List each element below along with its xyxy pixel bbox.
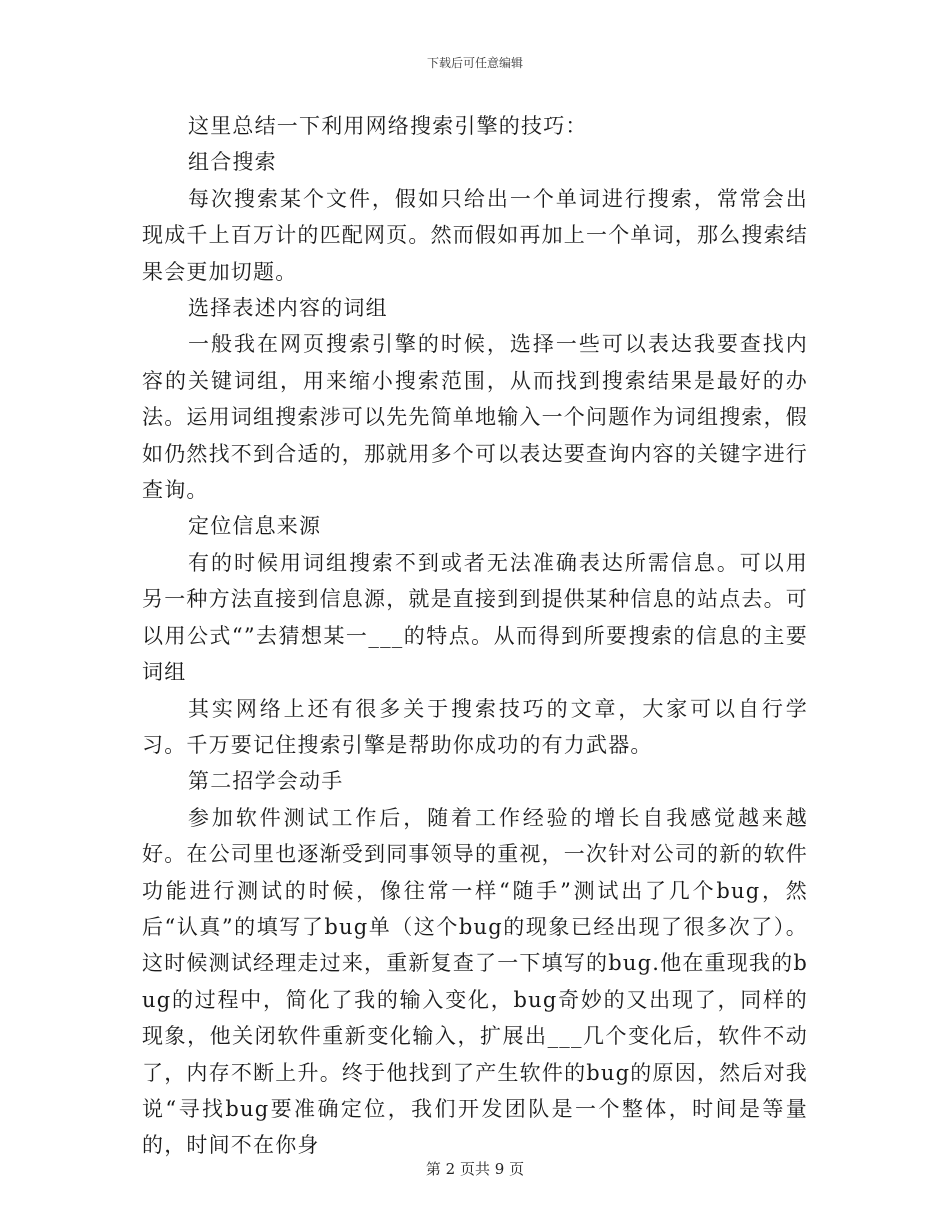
paragraph-phrase-selection: 一般我在网页搜索引擎的时候，选择一些可以表达我要查找内容的关键词组，用来缩小搜索范围，从而找到搜索结果是最好的办法。运用词组搜索涉可以先先简单地输入一个问题作为词组搜索，假如仍然找不到合适的，那就用多个可以表达要查询内容的关键字进行查询。 [142, 332, 808, 503]
section-heading-locate-source: 定位信息来源 [188, 514, 322, 539]
section-heading-combined-search: 组合搜索 [188, 150, 277, 175]
section-heading-learn-hands-on: 第二招学会动手 [188, 769, 344, 794]
page-header: 下载后可任意编辑 [426, 56, 523, 70]
document-body [142, 108, 808, 1164]
paragraph-search-tips-summary: 其实网络上还有很多关于搜索技巧的文章，大家可以自行学习。千万要记住搜索引擎是帮助你成功的有力武器。 [142, 696, 808, 757]
paragraph-locate-source: 有的时候用词组搜索不到或者无法准确表达所需信息。可以用另一种方法直接到信息源，就是直接到到提供某种信息的站点去。可以用公式“”去猜想某一___的特点。从而得到所要搜索的信息的主要词组 [142, 550, 808, 685]
section-heading-phrase-selection: 选择表述内容的词组 [188, 296, 388, 321]
paragraph-combined-search: 每次搜索某个文件，假如只给出一个单词进行搜索，常常会出现成千上百万计的匹配网页。然而假如再加上一个单词，那么搜索结果会更加切题。 [142, 186, 808, 284]
page-number-footer: 第 2 页共 9 页 [425, 1160, 525, 1178]
intro-paragraph: 这里总结一下利用网络搜索引擎的技巧： [188, 114, 588, 138]
paragraph-testing-story: 参加软件测试工作后，随着工作经验的增长自我感觉越来越好。在公司里也逐渐受到同事领导的重视，一次针对公司的新的软件功能进行测试的时候，像往常一样“随手”测试出了几个bug，然后“认真”的填写了bug单（这个bug的现象已经出现了很多次了）。这时候测试经理走过来，重新复查了一下填写的bug.他在重现我的bug的过程中，简化了我的输入变化，bug奇妙的又出现了，同样的现象，他关闭软件重新变化输入，扩展出___几个变化后，软件不动了，内存不断上升。终于他找到了产生软件的bug的原因，然后对我说“寻找bug要准确定位，我们开发团队是一个整体，时间是等量的，时间不在你身 [142, 805, 808, 1158]
